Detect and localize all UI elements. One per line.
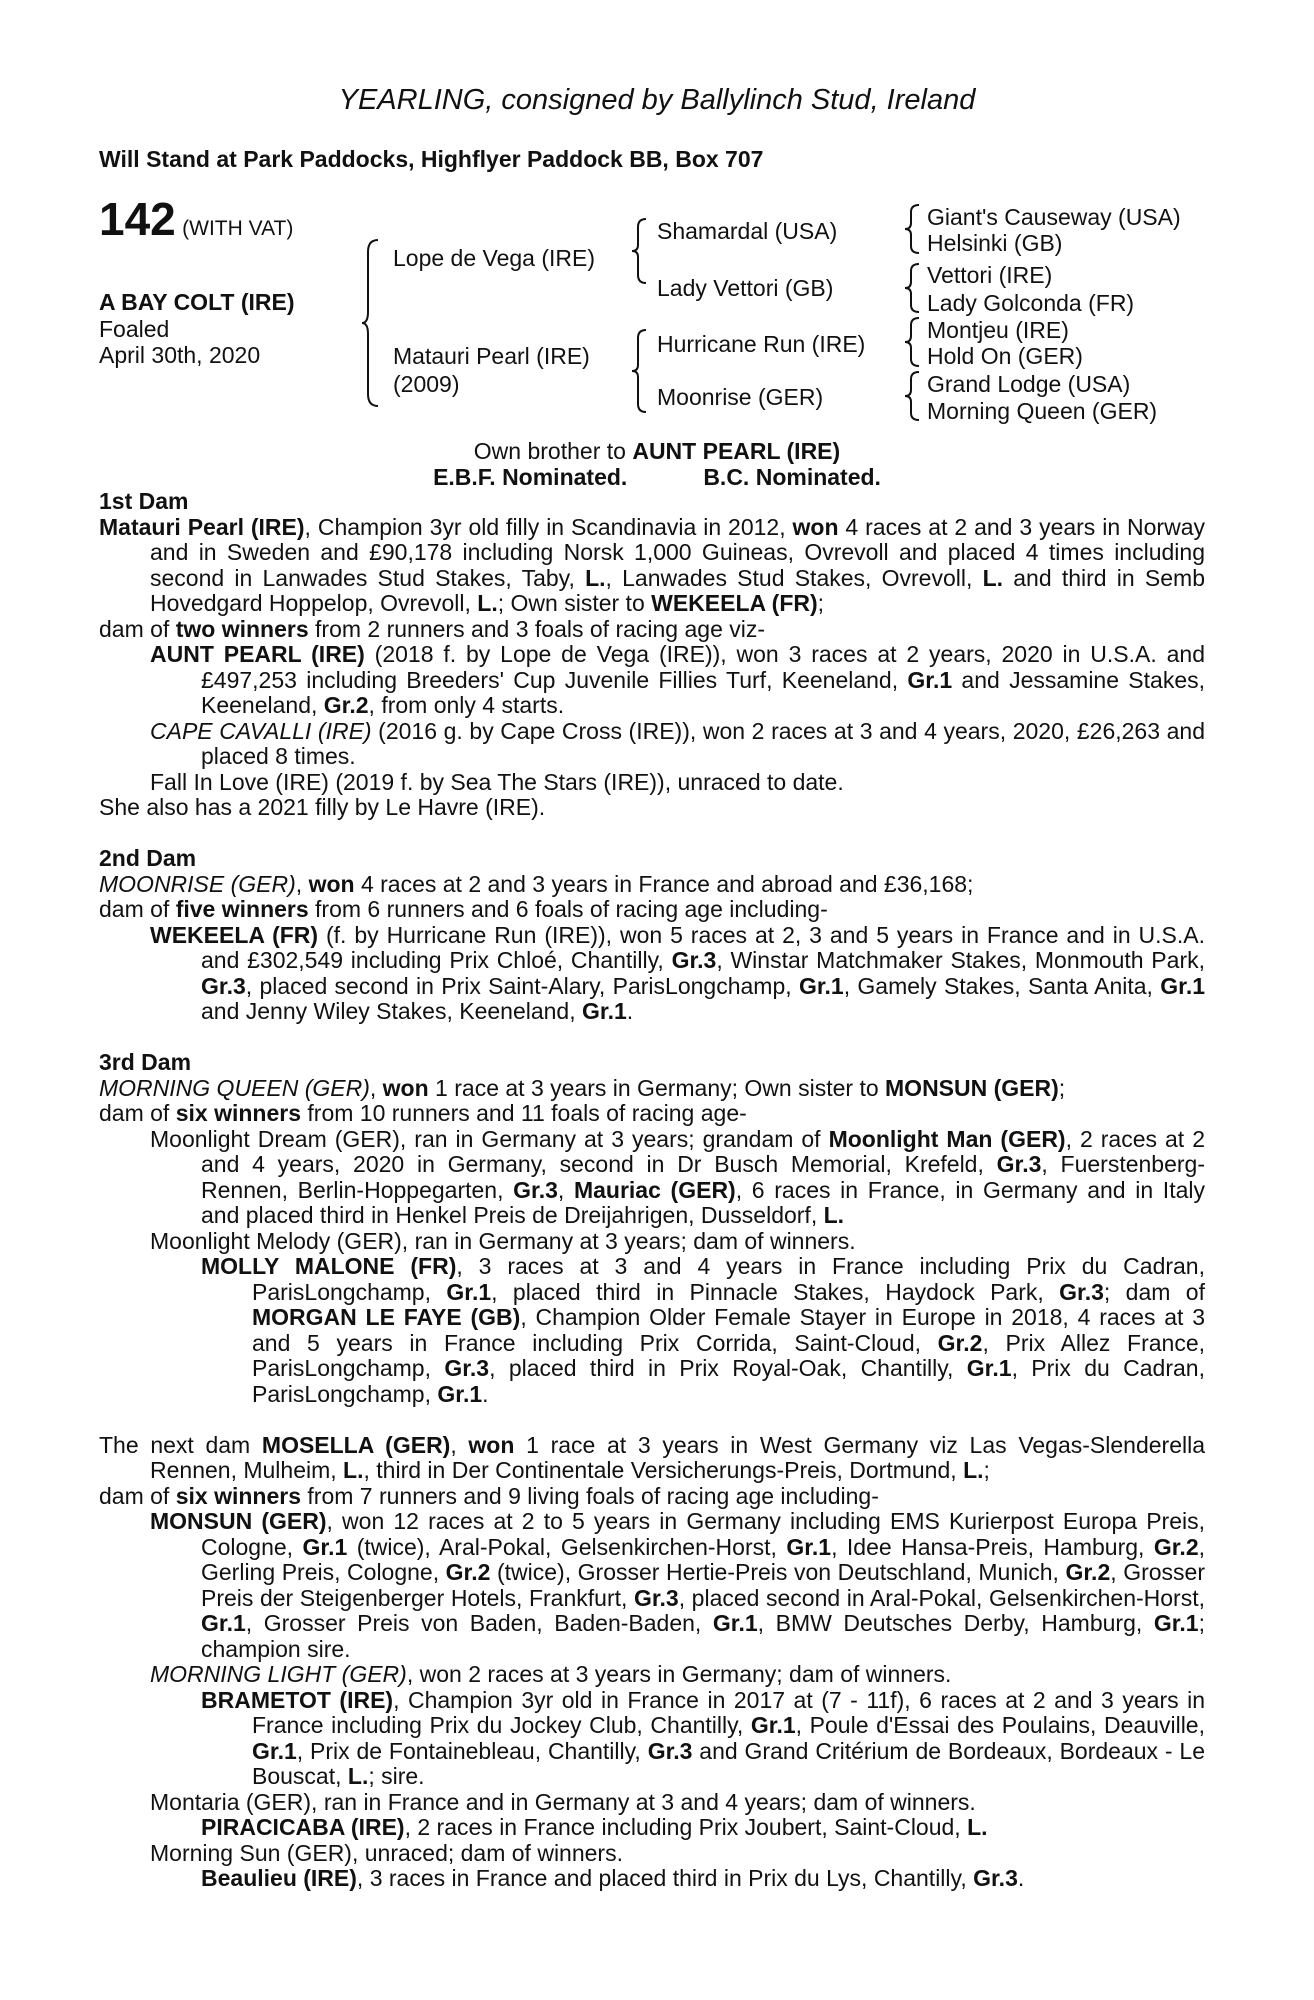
bold-text: L. <box>343 1457 364 1483</box>
grandparent: Hold On (GER) <box>927 343 1083 369</box>
dam-sire: Hurricane Run (IRE) <box>657 331 866 357</box>
bold-text: L. <box>477 590 498 616</box>
bold-text: Gr.3 <box>996 1151 1042 1177</box>
bold-text: L. <box>823 1202 845 1228</box>
text: and third in Semb Hovedgard Hoppelop, Ovrevoll, <box>150 564 1205 616</box>
bold-text: Gr.3 <box>647 1737 693 1764</box>
pedigree-paragraph <box>0 1509 1205 1662</box>
bold-text: Gr.2 <box>323 692 369 718</box>
text: , placed third in Pinnacle Stakes, Haydock Park, <box>491 1278 1060 1305</box>
bold-text: Gr.1 <box>750 1712 796 1738</box>
vat-note: (WITH VAT) <box>182 217 294 240</box>
bold-text: Gr.1 <box>786 1533 832 1560</box>
text: , Grosser Preis von Baden, Baden-Baden, <box>245 1610 713 1636</box>
grandparent: Morning Queen (GER) <box>927 398 1158 424</box>
spacer <box>0 821 1205 847</box>
text: Moonlight Dream (GER), ran in Germany at 3 years; grandam of <box>150 1125 829 1152</box>
bold-text: Gr.3 <box>201 972 246 999</box>
dam-dam: Moonrise (GER) <box>657 384 824 410</box>
grandparent: Helsinki (GB) <box>927 230 1063 256</box>
text: , <box>450 1431 469 1458</box>
text: Montaria (GER), ran in France and in Germany at 3 and 4 years; dam of winners. <box>150 1788 976 1815</box>
text: , <box>295 870 309 897</box>
text: dam of <box>99 615 176 642</box>
bold-text: Gr.2 <box>937 1329 983 1356</box>
sire-dam: Lady Vettori (GB) <box>657 275 834 301</box>
bold-text: Gr.3 <box>973 1865 1018 1891</box>
sire-sire: Shamardal (USA) <box>657 218 838 244</box>
pedigree-paragraph <box>0 1790 1205 1816</box>
pedigree-paragraph <box>0 770 1205 796</box>
text: , Lanwades Stud Stakes, Ovrevoll, <box>605 564 983 591</box>
text: , Poule d'Essai des Poulains, Deauville, <box>795 1712 1205 1738</box>
text: , <box>369 1074 383 1101</box>
bold-text: won <box>792 513 839 540</box>
pedigree-paragraph <box>0 1254 1205 1407</box>
bold-text: 3rd Dam <box>99 1049 192 1075</box>
pedigree-paragraph <box>0 795 1205 821</box>
own-brother-note <box>0 438 1314 464</box>
text: Moonlight Melody (GER), ran in Germany at 3 years; dam of winners. <box>150 1227 856 1254</box>
lot-header <box>99 193 294 245</box>
ebf-nomination: E.B.F. Nominated. <box>433 464 628 490</box>
bold-text: Gr.1 <box>252 1737 297 1764</box>
lot-description: A BAY COLT (IRE) <box>99 289 295 315</box>
pedigree-notes <box>0 489 1205 1892</box>
text: ; <box>983 1457 990 1483</box>
own-brother-prefix: Own brother to <box>473 438 633 464</box>
foaled-label: Foaled <box>99 316 170 342</box>
bold-text: MOLLY MALONE (FR) <box>201 1253 457 1279</box>
text: ; sire. <box>368 1763 425 1789</box>
text: 4 races at 2 and 3 years in Norway and in Sweden and £90,178 including Norsk 1,000 Guineas, Ovrevoll and placed 4 times including second in Lanwades Stud Stakes, Taby, <box>150 513 1205 591</box>
pedigree-paragraph <box>0 1076 1205 1102</box>
bold-text: Gr.1 <box>798 972 844 999</box>
bold-text: AUNT PEARL (IRE) <box>150 641 365 667</box>
text: , placed third in Prix Royal-Oak, Chantilly, <box>489 1355 967 1381</box>
text: from 10 runners and 11 foals of racing age- <box>301 1100 747 1126</box>
text: (2016 g. by Cape Cross (IRE)), won 2 races at 3 and 4 years, 2020, £26,263 and placed 8 times. <box>201 717 1205 769</box>
page-title: YEARLING, consigned by Ballylinch Stud, Ireland <box>338 84 976 116</box>
pedigree-paragraph <box>0 1866 1205 1892</box>
grandparent: Lady Golconda (FR) <box>927 290 1135 316</box>
text: from 6 runners and 6 foals of racing age including- <box>308 896 828 922</box>
text: ; Own sister to <box>497 590 652 616</box>
text: ; dam of <box>1103 1278 1205 1305</box>
pedigree-paragraph <box>0 719 1205 770</box>
italic-text: MOONRISE (GER) <box>99 870 296 897</box>
text: She also has a 2021 filly by Le Havre (IRE). <box>99 794 546 820</box>
text: , 6 races in France, in Germany and in Italy and placed third in Henkel Preis de Dreijahrigen, Dusseldorf, <box>201 1176 1205 1228</box>
pedigree-paragraph <box>0 897 1205 923</box>
text: ; <box>1058 1074 1066 1101</box>
bold-text: Gr.1 <box>712 1610 758 1636</box>
grandparent: Montjeu (IRE) <box>927 317 1069 343</box>
text: , won 12 races at 2 to 5 years in Germany including EMS Kurierpost Europa Preis, Cologne, <box>201 1508 1205 1560</box>
bold-text: Beaulieu (IRE) <box>201 1865 357 1891</box>
bold-text: L. <box>982 564 1004 591</box>
bold-text: WEKEELA (FR) <box>150 921 319 948</box>
bold-text: Gr.3 <box>1059 1278 1104 1305</box>
text: , Fuerstenberg-Rennen, Berlin-Hoppegarten, <box>201 1151 1205 1203</box>
pedigree-paragraph <box>0 642 1205 719</box>
spacer <box>0 1407 1205 1433</box>
text: Morning Sun (GER), unraced; dam of winners. <box>150 1839 623 1866</box>
text: , won 2 races at 3 years in Germany; dam of winners. <box>406 1661 952 1687</box>
bold-text: Gr.1 <box>1153 1610 1199 1636</box>
brace-icon <box>905 203 923 255</box>
text: and Jessamine Stakes, Keeneland, <box>201 666 1205 718</box>
brace-icon <box>362 238 382 408</box>
bold-text: won <box>382 1074 429 1101</box>
bold-text: Moonlight Man (GER) <box>828 1125 1066 1152</box>
text: from 7 runners and 9 living foals of racing age including- <box>301 1482 879 1509</box>
text: , Gamely Stakes, Santa Anita, <box>843 972 1161 999</box>
bold-text: L. <box>967 1814 988 1840</box>
pedigree-block <box>0 0 1314 440</box>
bold-text: two winners <box>175 615 309 642</box>
pedigree-paragraph <box>0 1688 1205 1790</box>
text: , Prix Allez France, ParisLongchamp, <box>252 1329 1205 1381</box>
nominations <box>0 464 1314 490</box>
section-heading <box>0 1050 1205 1076</box>
text: 1 race at 3 years in West Germany viz Las Vegas-Slenderella Rennen, Mulheim, <box>150 1431 1205 1483</box>
text: , placed second in Aral-Pokal, Gelsenkirchen-Horst, <box>678 1584 1205 1611</box>
bold-text: Gr.2 <box>1065 1559 1111 1585</box>
pedigree-paragraph <box>0 923 1205 1025</box>
text: 4 races at 2 and 3 years in France and abroad and £36,168; <box>354 870 974 897</box>
bold-text: six winners <box>175 1482 301 1509</box>
pedigree-paragraph <box>0 1662 1205 1688</box>
bold-text: Gr.1 <box>302 1533 348 1560</box>
text: (f. by Hurricane Run (IRE)), won 5 races at 2, 3 and 5 years in France and in U.S.A. and £302,549 including Prix Chloé, Chantilly, <box>201 921 1206 973</box>
text: . <box>482 1380 489 1407</box>
section-heading <box>0 846 1205 872</box>
text: . <box>626 998 634 1024</box>
pedigree-paragraph <box>0 872 1205 898</box>
dam: Matauri Pearl (IRE) <box>393 343 590 369</box>
text: dam of <box>99 1100 176 1126</box>
text: , Gerling Preis, Cologne, <box>201 1533 1206 1585</box>
text: 1 race at 3 years in Germany; Own sister to <box>428 1074 886 1101</box>
pedigree-paragraph <box>0 1433 1205 1484</box>
italic-text: CAPE CAVALLI (IRE) <box>150 717 372 744</box>
bold-text: WEKEELA (FR) <box>651 590 818 616</box>
bold-text: Gr.3 <box>633 1584 679 1611</box>
bold-text: Matauri Pearl (IRE) <box>99 513 305 540</box>
grandparent: Grand Lodge (USA) <box>927 371 1131 397</box>
text: ; champion sire. <box>201 1610 1205 1662</box>
text: ; <box>817 590 825 616</box>
bold-text: L. <box>347 1763 369 1789</box>
bold-text: Gr.3 <box>444 1355 490 1381</box>
bold-text: Gr.3 <box>671 947 717 973</box>
bold-text: Mauriac (GER) <box>573 1176 736 1203</box>
bold-text: Gr.2 <box>445 1559 491 1585</box>
italic-text: MORNING QUEEN (GER) <box>99 1074 370 1101</box>
bold-text: won <box>308 870 355 897</box>
bold-text: won <box>468 1431 515 1458</box>
text: (2018 f. by Lope de Vega (IRE)), won 3 races at 2 years, 2020 in U.S.A. and £497,253 including Breeders' Cup Juvenile Fillies Turf, Keeneland, <box>201 641 1206 693</box>
text: , 3 races at 3 and 4 years in France including Prix du Cadran, ParisLongchamp, <box>252 1253 1205 1305</box>
text: Fall In Love (IRE) (2019 f. by Sea The Stars (IRE)), unraced to date. <box>150 768 844 795</box>
lot-number: 142 <box>99 193 176 245</box>
section-heading <box>0 489 1205 515</box>
text: , Idee Hansa-Preis, Hamburg, <box>831 1533 1154 1560</box>
text: , <box>557 1176 574 1203</box>
text: , Prix du Cadran, ParisLongchamp, <box>252 1355 1205 1407</box>
grandparent: Vettori (IRE) <box>927 262 1053 288</box>
bold-text: MORGAN LE FAYE (GB) <box>252 1304 521 1330</box>
italic-text: MORNING LIGHT (GER) <box>150 1661 407 1687</box>
grandparent: Giant's Causeway (USA) <box>927 204 1181 230</box>
brace-icon <box>905 316 923 368</box>
bold-text: L. <box>585 564 606 591</box>
bold-text: L. <box>963 1457 984 1483</box>
brace-icon <box>632 217 650 285</box>
text: , Prix de Fontainebleau, Chantilly, <box>296 1737 648 1764</box>
pedigree-paragraph <box>0 1101 1205 1127</box>
text: , Grosser Preis der Steigenberger Hotels, Frankfurt, <box>201 1559 1205 1611</box>
spacer <box>0 1025 1205 1051</box>
own-brother-name: AUNT PEARL (IRE) <box>632 438 841 464</box>
bold-text: PIRACICABA (IRE) <box>201 1814 405 1840</box>
bold-text: MONSUN (GER) <box>885 1074 1059 1101</box>
bold-text: six winners <box>175 1100 301 1126</box>
foaled-date: April 30th, 2020 <box>99 342 261 368</box>
text: (twice), Aral-Pokal, Gelsenkirchen-Horst, <box>347 1533 787 1560</box>
text: , Winstar Matchmaker Stakes, Monmouth Park, <box>716 947 1205 973</box>
dam-year: (2009) <box>393 371 460 397</box>
text: , 2 races in France including Prix Joubert, Saint-Cloud, <box>404 1814 968 1840</box>
bc-nomination: B.C. Nominated. <box>703 464 881 490</box>
text: (twice), Grosser Hertie-Preis von Deutschland, Munich, <box>490 1559 1066 1585</box>
text: and Jenny Wiley Stakes, Keeneland, <box>201 998 583 1024</box>
pedigree-paragraph <box>0 1127 1205 1229</box>
bold-text: five winners <box>175 896 309 922</box>
brace-icon <box>632 328 650 414</box>
text: , third in Der Continentale Versicherungs-Preis, Dortmund, <box>363 1457 964 1483</box>
pedigree-paragraph <box>0 515 1205 617</box>
text: The next dam <box>99 1431 262 1458</box>
text: and Grand Critérium de Bordeaux, Bordeaux - Le Bouscat, <box>252 1737 1205 1789</box>
bold-text: Gr.1 <box>446 1278 492 1305</box>
bold-text: MONSUN (GER) <box>150 1508 327 1534</box>
text: , from only 4 starts. <box>368 692 565 718</box>
bold-text: Gr.1 <box>201 1610 246 1636</box>
bold-text: Gr.1 <box>437 1380 483 1407</box>
pedigree-paragraph <box>0 617 1205 643</box>
sire: Lope de Vega (IRE) <box>393 245 596 271</box>
pedigree-paragraph <box>0 1841 1205 1867</box>
text: , Champion 3yr old filly in Scandinavia in 2012, <box>304 513 793 540</box>
pedigree-paragraph <box>0 1484 1205 1510</box>
bold-text: Gr.1 <box>966 1355 1012 1381</box>
bold-text: 1st Dam <box>99 488 189 514</box>
text: , placed second in Prix Saint-Alary, ParisLongchamp, <box>245 972 799 999</box>
brace-icon <box>905 370 923 422</box>
text: dam of <box>99 1482 176 1509</box>
text: , 2 races at 2 and 4 years, 2020 in Germany, second in Dr Busch Memorial, Krefeld, <box>201 1125 1205 1177</box>
text: from 2 runners and 3 foals of racing age viz- <box>308 615 766 642</box>
text: , Champion Older Female Stayer in Europe in 2018, 4 races at 3 and 5 years in France including Prix Corrida, Saint-Cloud, <box>252 1304 1206 1356</box>
bold-text: BRAMETOT (IRE) <box>201 1686 394 1713</box>
bold-text: Gr.1 <box>582 998 627 1024</box>
stand-location: Will Stand at Park Paddocks, Highflyer Paddock BB, Box 707 <box>99 146 764 172</box>
bold-text: Gr.1 <box>907 666 953 693</box>
bold-text: Gr.1 <box>1160 972 1206 999</box>
bold-text: 2nd Dam <box>99 845 197 871</box>
text: , BMW Deutsches Derby, Hamburg, <box>757 1610 1154 1636</box>
bold-text: Gr.3 <box>513 1176 558 1203</box>
text: , 3 races in France and placed third in Prix du Lys, Chantilly, <box>356 1865 974 1891</box>
text: . <box>1017 1865 1025 1891</box>
brace-icon <box>905 262 923 314</box>
text: , Champion 3yr old in France in 2017 at (7 - 11f), 6 races at 2 and 3 years in France including Prix du Jockey Club, Chantilly, <box>252 1686 1206 1738</box>
bold-text: Gr.2 <box>1153 1533 1199 1560</box>
text: dam of <box>99 896 176 922</box>
bold-text: MOSELLA (GER) <box>261 1431 451 1458</box>
pedigree-paragraph <box>0 1229 1205 1255</box>
pedigree-paragraph <box>0 1815 1205 1841</box>
